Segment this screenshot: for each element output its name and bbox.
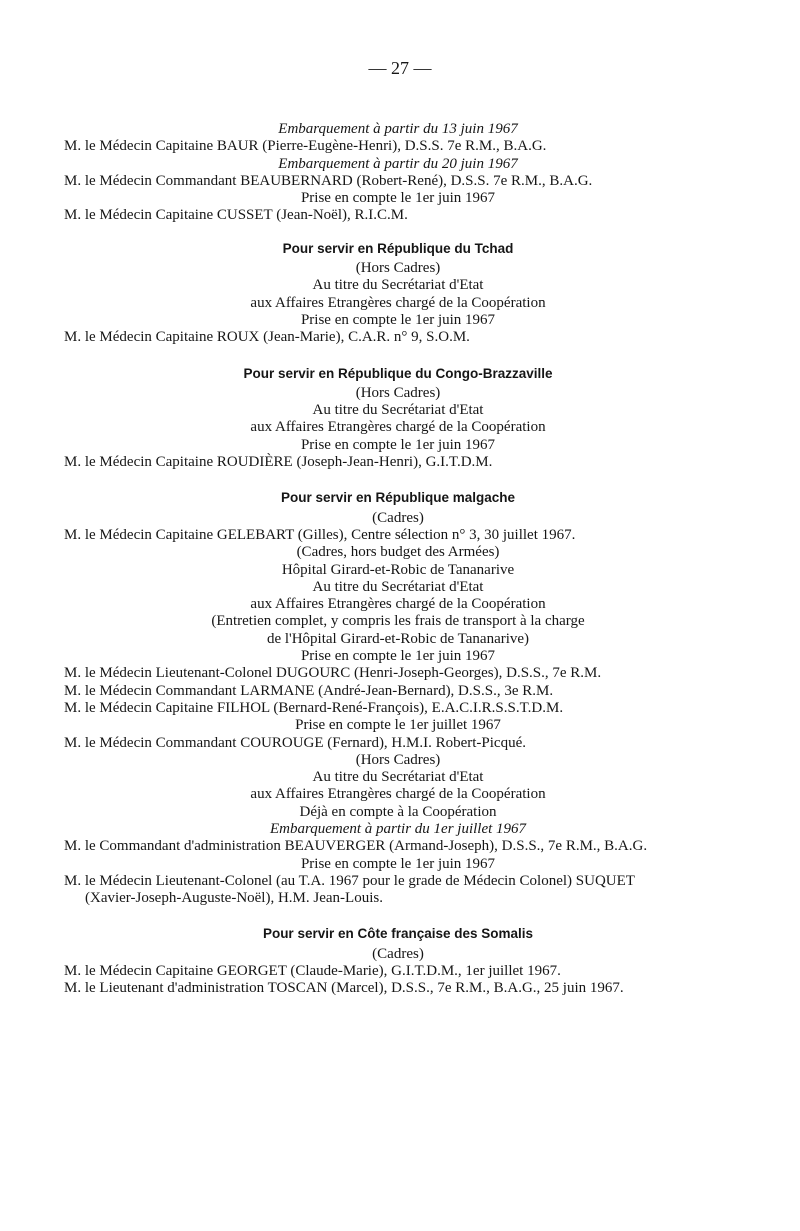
page-number: — 27 — — [368, 58, 432, 78]
text-line: M. le Médecin Lieutenant-Colonel (au T.A. 1967 pour le grade de Médecin Colonel) SUQUET — [64, 872, 635, 889]
text-line: M. le Médecin Capitaine BAUR (Pierre-Eugène-Henri), D.S.S. 7e R.M., B.A.G. — [64, 138, 547, 155]
text-line: (Cadres) — [372, 945, 424, 962]
text-line: Au titre du Secrétariat d'Etat — [312, 769, 484, 786]
text-line: (Cadres, hors budget des Armées) — [296, 544, 500, 561]
text-line: M. le Médecin Lieutenant-Colonel DUGOURC (Henri-Joseph-Georges), D.S.S., 7e R.M. — [64, 665, 602, 682]
text-line: (Hors Cadres) — [355, 260, 441, 277]
text-line: Au titre du Secrétariat d'Etat — [312, 578, 484, 595]
text-line: (Hors Cadres) — [355, 751, 441, 768]
text-line: aux Affaires Etrangères chargé de la Coopération — [250, 419, 546, 436]
text-line: Hôpital Girard-et-Robic de Tananarive — [281, 561, 515, 578]
text-line: aux Affaires Etrangères chargé de la Coopération — [250, 294, 546, 311]
text-line: Prise en compte le 1er juin 1967 — [300, 311, 496, 328]
text-line: Prise en compte le 1er juin 1967 — [300, 436, 496, 453]
section-heading: Pour servir en République du Tchad — [282, 240, 514, 256]
text-line: M. le Médecin Capitaine FILHOL (Bernard-René-François), E.A.C.I.R.S.S.T.D.M. — [64, 699, 564, 716]
text-line: Embarquement à partir du 1er juillet 1967 — [269, 820, 527, 837]
text-line: (Xavier-Joseph-Auguste-Noël), H.M. Jean-Louis. — [85, 890, 383, 907]
text-line: M. le Médecin Commandant BEAUBERNARD (Robert-René), D.S.S. 7e R.M., B.A.G. — [64, 172, 593, 189]
text-line: (Cadres) — [372, 509, 424, 526]
text-line: (Hors Cadres) — [355, 384, 441, 401]
text-line: Au titre du Secrétariat d'Etat — [312, 402, 484, 419]
text-line: M. le Lieutenant d'administration TOSCAN (Marcel), D.S.S., 7e R.M., B.A.G., 25 juin 1967. — [64, 980, 624, 997]
section-heading: Pour servir en Côte française des Somalis — [262, 926, 534, 942]
text-line: Embarquement à partir du 13 juin 1967 — [278, 121, 518, 137]
text-line: M. le Médecin Commandant COUROUGE (Fernard), H.M.I. Robert-Picqué. — [64, 734, 526, 751]
text-line: M. le Médecin Capitaine ROUX (Jean-Marie), C.A.R. n° 9, S.O.M. — [64, 329, 470, 346]
text-line: aux Affaires Etrangères chargé de la Coopération — [250, 596, 546, 613]
text-line: M. le Médecin Capitaine CUSSET (Jean-Noël), R.I.C.M. — [64, 207, 408, 224]
text-line: M. le Médecin Commandant LARMANE (André-Jean-Bernard), D.S.S., 3e R.M. — [64, 682, 554, 699]
section-heading: Pour servir en République du Congo-Brazzaville — [243, 365, 553, 381]
text-line: M. le Commandant d'administration BEAUVERGER (Armand-Joseph), D.S.S., 7e R.M., B.A.G. — [64, 838, 648, 855]
text-line: Prise en compte le 1er juillet 1967 — [295, 717, 501, 734]
text-line: M. le Médecin Capitaine GEORGET (Claude-Marie), G.I.T.D.M., 1er juillet 1967. — [64, 963, 561, 980]
text-line: Prise en compte le 1er juin 1967 — [300, 190, 496, 207]
text-line: Embarquement à partir du 20 juin 1967 — [278, 155, 518, 172]
text-line: M. le Médecin Capitaine GELEBART (Gilles), Centre sélection n° 3, 30 juillet 1967. — [64, 526, 576, 543]
text-line: Déjà en compte à la Coopération — [299, 803, 497, 820]
text-line: M. le Médecin Capitaine ROUDIÈRE (Joseph-Jean-Henri), G.I.T.D.M. — [64, 454, 493, 471]
text-line: (Entretien complet, y compris les frais de transport à la charge — [211, 613, 585, 630]
text-line: aux Affaires Etrangères chargé de la Coopération — [250, 786, 546, 803]
text-line: de l'Hôpital Girard-et-Robic de Tananarive) — [266, 630, 530, 647]
text-line: Prise en compte le 1er juin 1967 — [300, 855, 496, 872]
text-line: Prise en compte le 1er juin 1967 — [300, 648, 496, 665]
section-heading: Pour servir en République malgache — [280, 490, 516, 506]
page-body — [64, 121, 732, 998]
text-line: Au titre du Secrétariat d'Etat — [312, 277, 484, 294]
